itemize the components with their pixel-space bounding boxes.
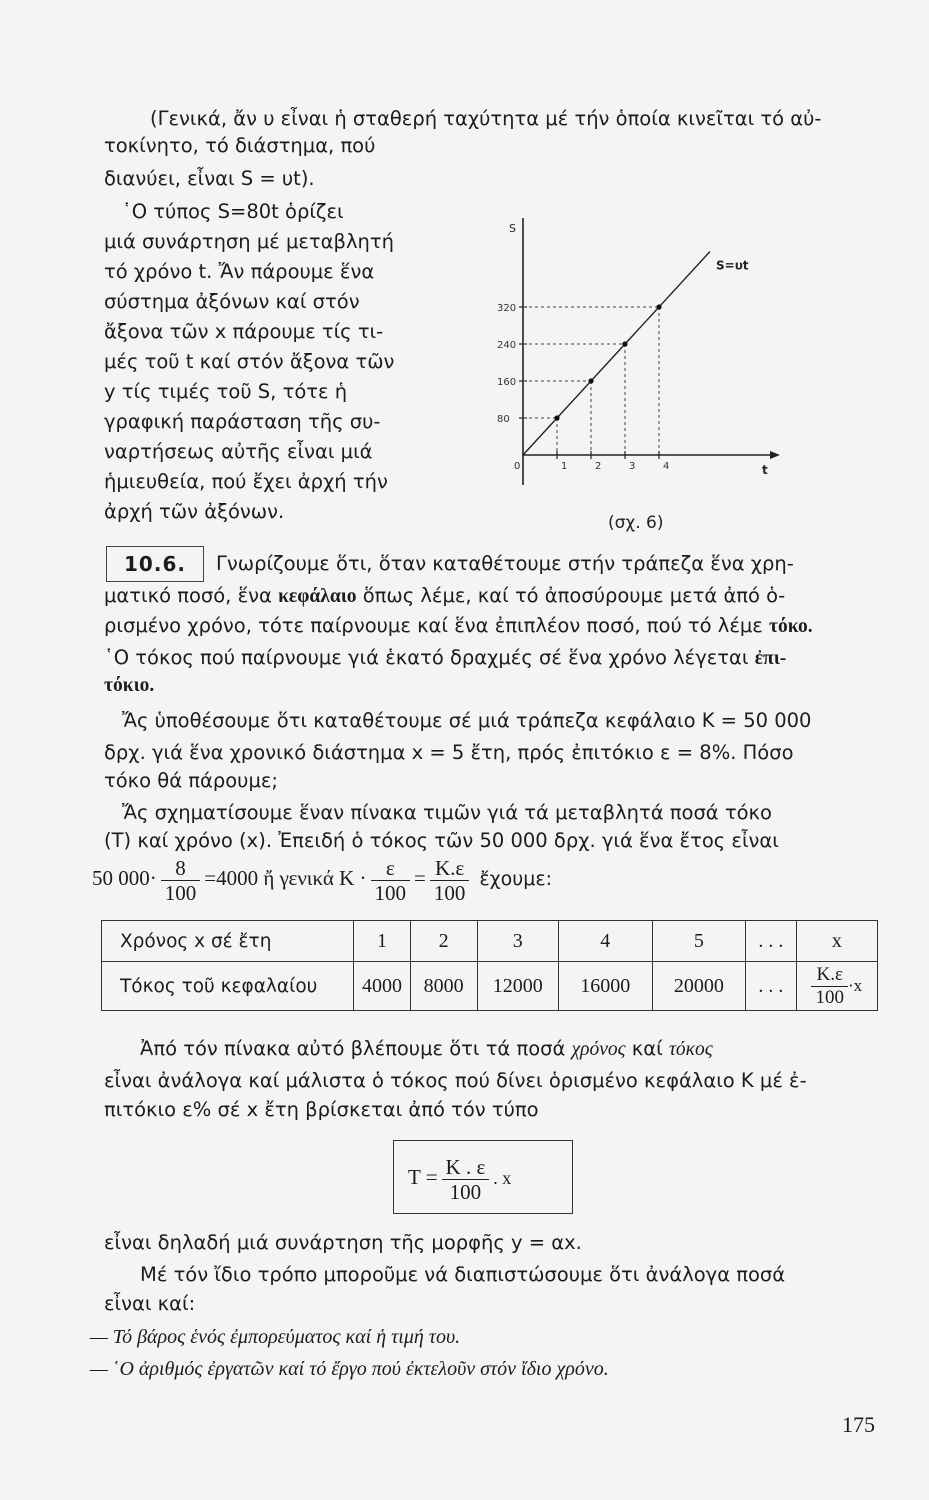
y-tick-label: 160 [497,377,517,388]
para3-line-2: (T) καί χρόνο (x). Ἐπειδή ὁ τόκος τῶν 50 000 δρχ. γιά ἕνα ἔτος εἶναι [104,829,779,852]
x-axis-arrow [770,451,780,459]
table-cell: . . . [746,962,796,1011]
x-tick-label: 0 [514,461,521,472]
left-para-line-4: σύστημα ἀξόνων καί στόν [104,290,360,313]
data-point [554,415,559,420]
table-frac [811,964,848,1009]
x-tick-label: 4 [663,461,670,472]
table-row-interest-label: Τόκος τοῦ κεφαλαίου [102,962,354,1011]
data-point [656,304,661,309]
calc-mid: =4000 ἤ γενικά K · [204,866,367,890]
y-tick-label: 240 [497,340,517,351]
para4-line-1-b: καί [625,1037,669,1060]
section-line-1 [216,551,794,577]
section-number: 10.6. [106,546,204,582]
para2-line-1: Ἄς ὑποθέσουμε ὅτι καταθέτουμε σέ μιά τράπεζα κεφάλαιο K = 50 000 [122,709,812,732]
data-point [588,378,593,383]
intro-line-2: τοκίνητο, τό διάστημα, πού [104,134,376,157]
calc-frac-3-num: K.ε [430,856,470,881]
calc-frac-3-den: 100 [433,880,466,905]
calc-frac-2-num: ε [371,856,411,881]
para2-line-2: δρχ. γιά ἕνα χρονικό διάστημα x = 5 ἔτη, πρός ἐπιτόκιο ε = 8%. Πόσο [104,741,794,764]
table-cell: 3 [477,921,558,962]
example-2: — ῾Ο ἀριθμός ἐργατῶν καί τό ἔργο πού ἐκτελοῦν στόν ἴδιο χρόνο. [90,1358,609,1380]
section-line-2-b: ὅπως λέμε, καί τό ἀποσύρουμε μετά ἀπό ὁ- [356,584,786,607]
para4-line-3: πιτόκιο ε% σέ x ἔτη βρίσκεται ἀπό τόν τύπο [104,1098,539,1121]
table-row-time-label: Χρόνος x σέ ἔτη [102,921,354,962]
section-line-5 [104,672,154,699]
example-1: — Τό βάρος ἑνός ἐμπορεύματος καί ἡ τιμή του. [90,1326,461,1348]
formula-num: K . ε [442,1155,490,1180]
term-rate-part1: ἐπι- [754,648,787,669]
para4-line-1 [140,1036,713,1063]
section-line-3 [104,613,813,640]
calc-tail: ἔχουμε: [479,868,552,890]
table-cell: 2 [410,921,477,962]
y-tick-label: 80 [497,414,510,425]
section-line-4-a: ῾Ο τόκος πού παίρνουμε γιά ἑκατό δραχμές σέ ἕνα χρόνο λέγεται [104,646,755,669]
calc-frac-1-num: 8 [161,856,201,881]
table-cell: 5 [652,921,746,962]
left-para-line-3: τό χρόνο t. Ἄν πάρουμε ἕνα [104,260,375,283]
interest-formula-box [393,1140,573,1214]
para4-line-2: εἶναι ἀνάλογα καί μάλιστα ὁ τόκος πού δίνει ὁρισμένο κεφάλαιο K μέ ἐ- [104,1069,807,1092]
table-frac-den: 100 [815,986,844,1008]
table-cell: 12000 [477,962,558,1011]
left-para-line-1: ῾Ο τύπος S=80t ὁρίζει [122,200,344,223]
calc-line [92,852,552,905]
y-axis-label: S [509,222,516,235]
word-interest: τόκος [668,1039,713,1060]
table-row-time [102,921,878,962]
term-rate-part2: τόκιο. [104,675,155,696]
calc-lead: 50 000· [92,866,157,890]
term-capital: κεφάλαιο [278,586,357,607]
word-time: χρόνος [571,1039,626,1060]
y-tick-label: 320 [497,303,517,314]
left-para-line-2: μιά συνάρτηση μέ μεταβλητή [104,230,394,253]
term-interest: τόκο. [769,616,813,637]
para5-line-3: εἶναι καί: [104,1292,196,1315]
para3-line-1: Ἄς σχηματίσουμε ἕναν πίνακα τιμῶν γιά τά μεταβλητά ποσά τόκο [122,801,772,824]
table-row-interest [102,962,878,1011]
table-cell: 16000 [558,962,652,1011]
formula-lhs: T = [408,1165,438,1189]
table-cell: 4 [558,921,652,962]
series-line [523,252,710,456]
interest-table [101,920,878,1011]
x-axis-label: t [762,463,768,477]
table-frac-tail: ·x [847,975,863,995]
calc-frac-2 [371,856,411,905]
para5-line-1: εἶναι δηλαδή μιά συνάρτηση τῆς μορφῆς y = αx. [104,1231,582,1254]
formula-frac [442,1155,490,1204]
distance-time-chart [480,210,800,540]
calc-eq: = [414,866,426,890]
x-tick-label: 3 [629,461,636,472]
line-label: S=υt [716,258,749,273]
table-cell: 8000 [410,962,477,1011]
para2-line-3: τόκο θά πάρουμε; [104,769,278,792]
table-cell: 1 [354,921,411,962]
left-para-line-6: μές τοῦ t καί στόν ἄξονα τῶν [104,350,395,373]
table-cell: 4000 [354,962,411,1011]
intro-line-1: (Γενικά, ἄν υ εἶναι ἡ σταθερή ταχύτητα μέ τήν ὁποία κινεῖται τό αὐ- [150,107,822,130]
section-line-1-text: Γνωρίζουμε ὅτι, ὅταν καταθέτουμε στήν τράπεζα ἕνα χρη- [216,552,794,575]
left-para-line-9: ναρτήσεως αὐτῆς εἶναι μιά [104,440,373,463]
calc-frac-1-den: 100 [164,880,197,905]
left-para-line-10: ἡμιευθεία, πού ἔχει ἀρχή τήν [104,470,388,493]
table-cell: . . . [746,921,796,962]
table-cell: 20000 [652,962,746,1011]
chart-caption: (σχ. 6) [608,513,664,533]
formula-den: 100 [449,1179,482,1204]
intro-line-3: διανύει, εἶναι S = υt). [104,167,315,190]
section-line-4 [104,645,786,672]
left-para-line-5: ἄξονα τῶν x πάρουμε τίς τι- [104,320,384,343]
para5-line-2: Μέ τόν ἴδιο τρόπο μποροῦμε νά διαπιστώσουμε ὅτι ἀνάλογα ποσά [140,1263,786,1286]
page-number: 175 [842,1412,875,1437]
para4-line-1-a: Ἀπό τόν πίνακα αὐτό βλέπουμε ὅτι τά ποσά [140,1037,572,1060]
formula-line [408,1141,511,1214]
left-para-line-7: y τίς τιμές τοῦ S, τότε ἡ [104,380,348,403]
calc-frac-3 [430,856,470,905]
section-line-2-a: ματικό ποσό, ἕνα [104,584,279,607]
left-para-line-8: γραφική παράσταση τῆς συ- [104,410,381,433]
left-para-line-11: ἀρχή τῶν ἀξόνων. [104,500,285,523]
calc-frac-1 [161,856,201,905]
table-cell: x [796,921,877,962]
data-point [622,341,627,346]
x-tick-label: 2 [595,461,602,472]
table-cell-formula [796,962,877,1011]
table-frac-num: K.ε [811,964,848,987]
calc-frac-2-den: 100 [374,880,407,905]
formula-tail: . x [493,1168,512,1188]
x-tick-label: 1 [561,461,568,472]
section-line-3-a: ρισμένο χρόνο, τότε παίρνουμε καί ἕνα ἐπιπλέον ποσό, πού τό λέμε [104,614,770,637]
section-line-2 [104,583,785,610]
